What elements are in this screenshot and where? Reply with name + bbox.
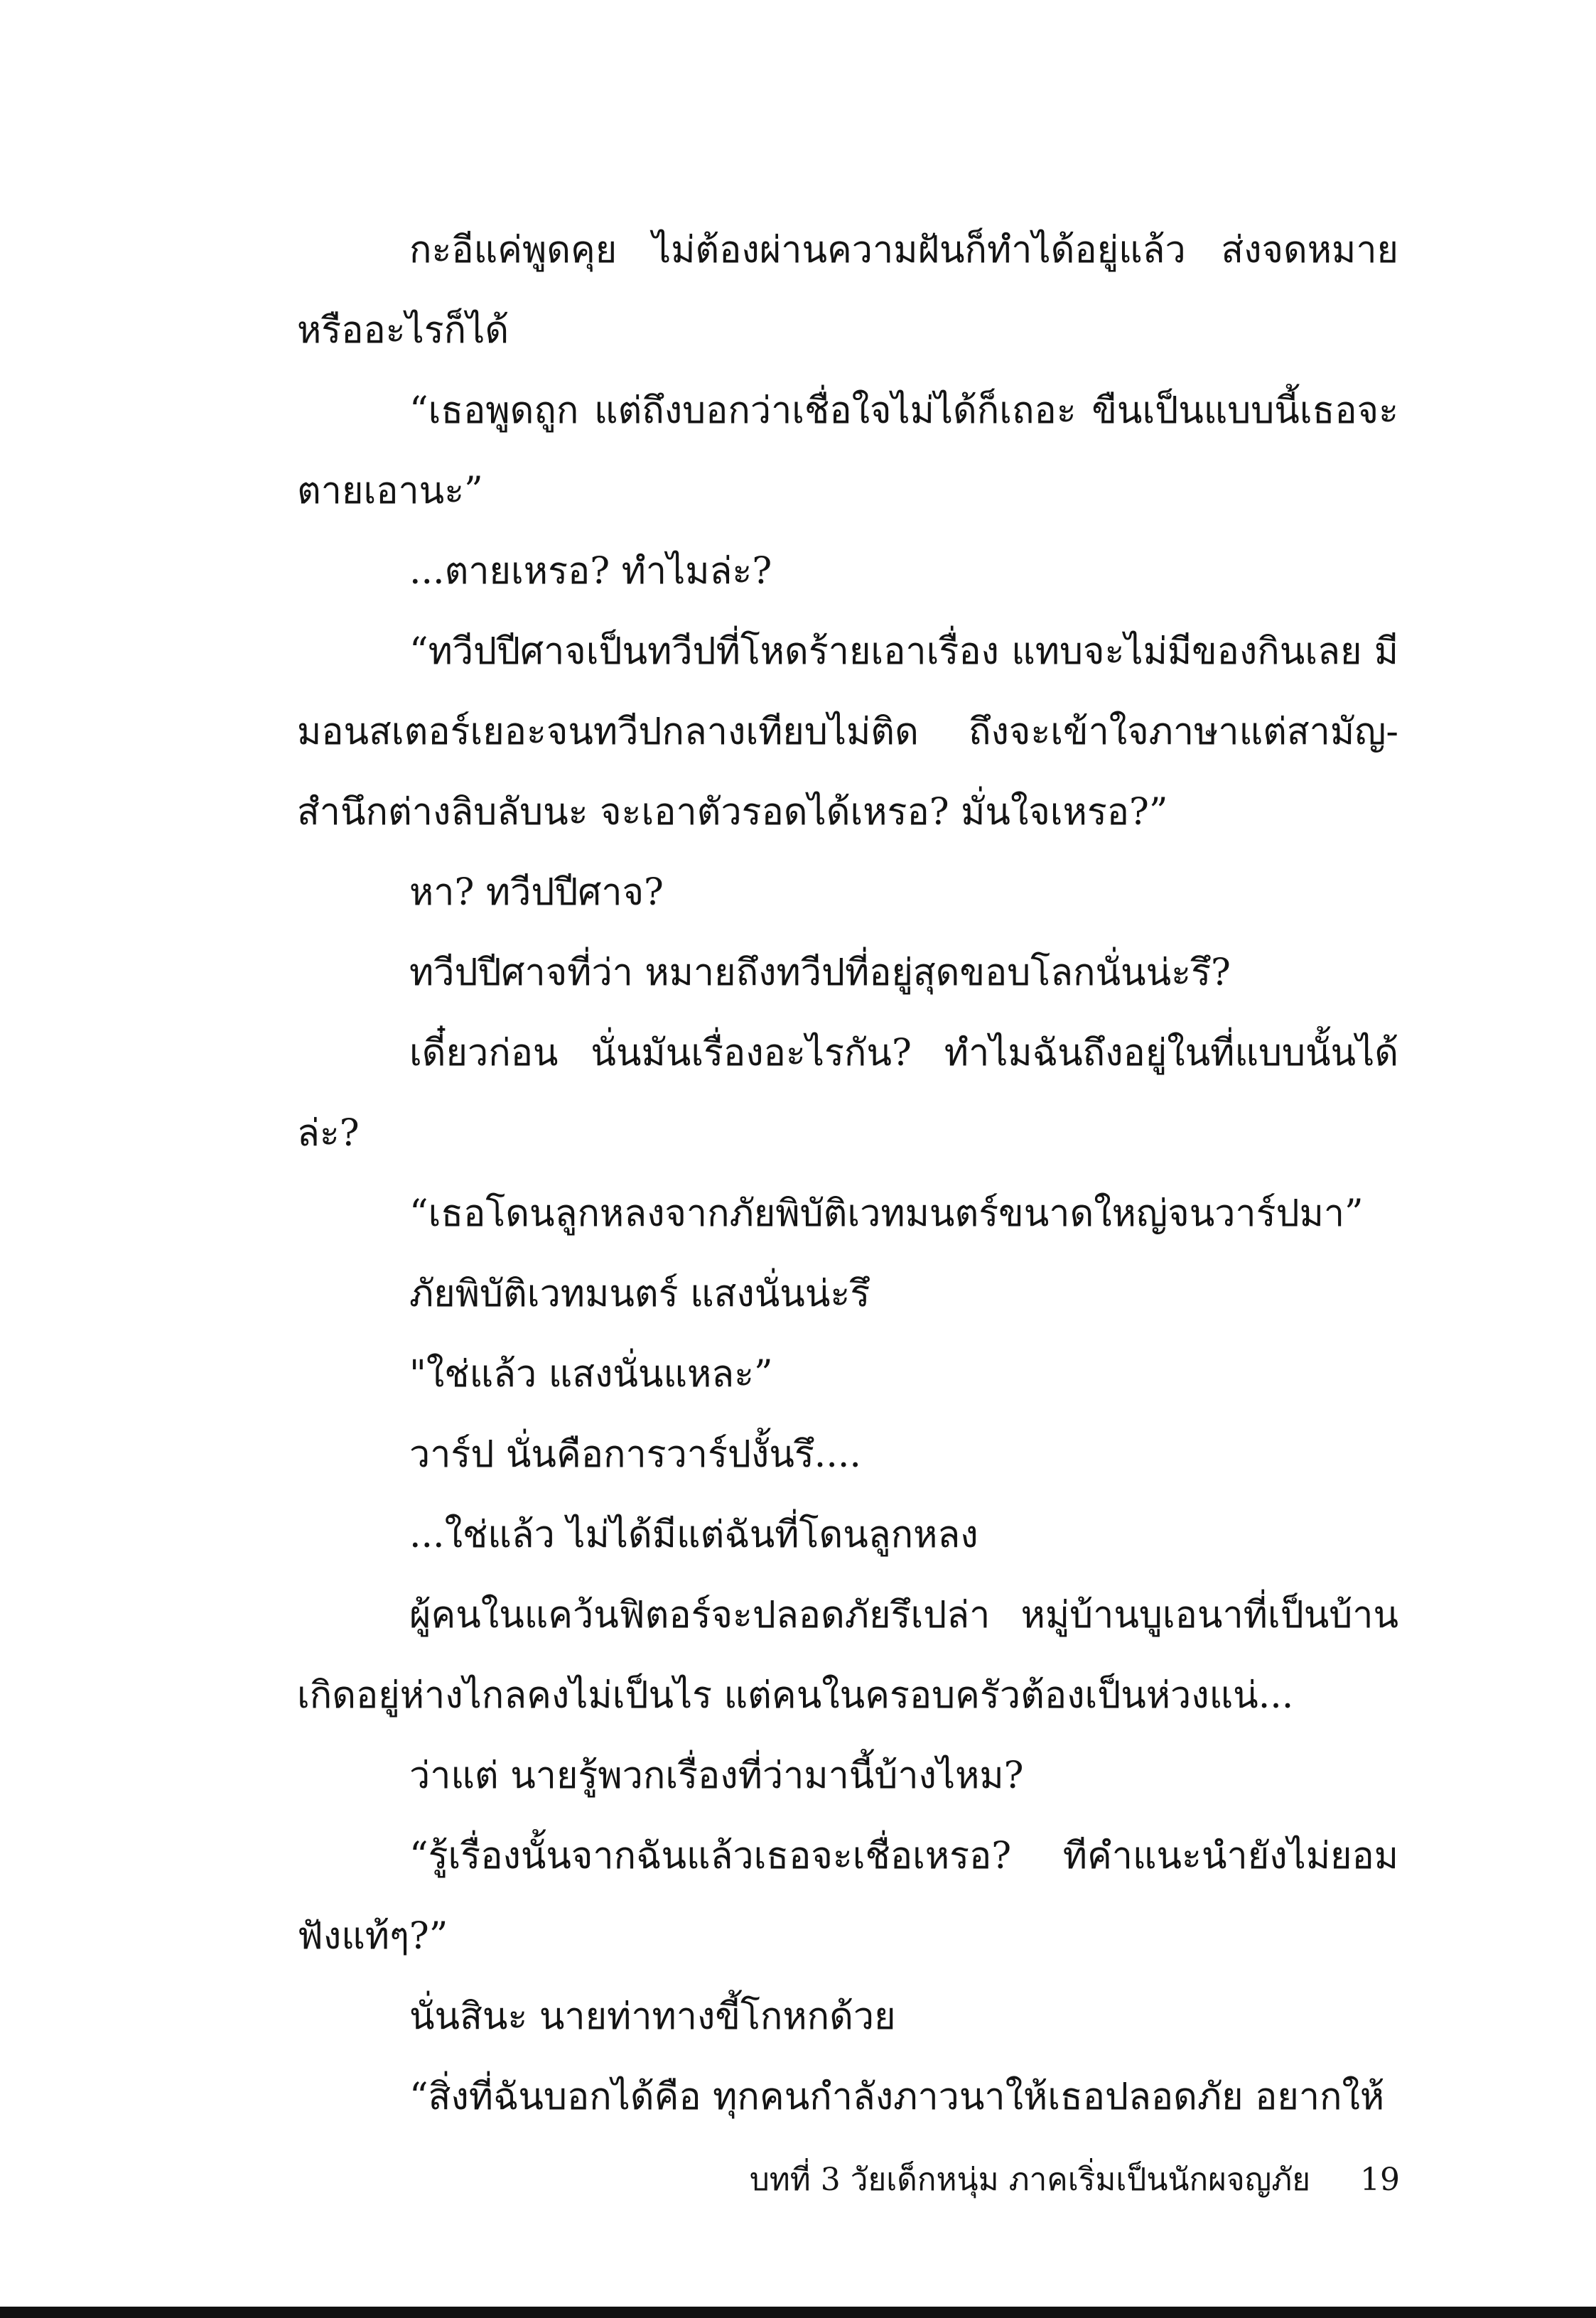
running-footer-chapter-title: บทที่ 3 วัยเด็กหนุ่ม ภาคเริ่มเป็นนักผจญภัย <box>749 2162 1310 2198</box>
paragraph: ว่าแต่ นายรู้พวกเรื่องที่ว่ามานี้บ้างไหม? <box>409 1754 1024 1797</box>
body-text <box>297 210 1398 2138</box>
paragraph: ภัยพิบัติเวทมนตร์ แสงนั่นน่ะรึ <box>409 1273 870 1315</box>
paragraph: “รู้เรื่องนั้นจากฉันแล้วเธอจะเชื่อเหรอ? ทีคำแนะนำยังไม่ยอมฟังแท้ๆ?” <box>297 1835 1398 1958</box>
paragraph: “เธอโดนลูกหลงจากภัยพิบัติเวทมนตร์ขนาดใหญ่จนวาร์ปมา” <box>409 1192 1364 1235</box>
paragraph: ...ใช่แล้ว ไม่ได้มีแต่ฉันที่โดนลูกหลง <box>409 1514 978 1556</box>
paragraph: หา? ทวีปปีศาจ? <box>409 871 664 914</box>
paragraph: เดี๋ยวก่อน นั่นมันเรื่องอะไรกัน? ทำไมฉันถึงอยู่ในที่แบบนั้นได้ล่ะ? <box>297 1032 1398 1155</box>
paragraph: กะอีแค่พูดคุย ไม่ต้องผ่านความฝันก็ทำได้อยู่แล้ว ส่งจดหมายหรืออะไรก็ได้ <box>297 229 1398 352</box>
paragraph: ...ตายเหรอ? ทำไมล่ะ? <box>409 550 772 593</box>
paragraph: นั่นสินะ นายท่าทางขี้โกหกด้วย <box>409 1995 896 2038</box>
paragraph: “ทวีปปีศาจเป็นทวีปที่โหดร้ายเอาเรื่อง แทบจะไม่มีของกินเลย มีมอนสเตอร์เยอะจนทวีปกลางเทียบไม่ติด ถึงจะเข้าใจภาษาแต่สามัญ-สำนึกต่างลิบลับนะ จะเอาตัวรอดได้เหรอ? มั่นใจเหรอ?” <box>297 630 1398 834</box>
paragraph: ผู้คนในแคว้นฟิตอร์จะปลอดภัยรึเปล่า หมู่บ้านบูเอนาที่เป็นบ้านเกิดอยู่ห่างไกลคงไม่เป็นไร แต่คนในครอบครัวต้องเป็นห่วงแน่... <box>297 1594 1398 1717</box>
page-footer <box>711 2152 1400 2209</box>
page-number: 19 <box>1360 2162 1400 2198</box>
paragraph: ทวีปปีศาจที่ว่า หมายถึงทวีปที่อยู่สุดขอบโลกนั่นน่ะรึ? <box>409 952 1231 994</box>
paragraph: "ใช่แล้ว แสงนั่นแหละ” <box>409 1353 773 1396</box>
paragraph: วาร์ป นั่นคือการวาร์ปงั้นรึ.... <box>409 1433 861 1476</box>
paragraph: “เธอพูดถูก แต่ถึงบอกว่าเชื่อใจไม่ได้ก็เถอะ ขืนเป็นแบบนี้เธอจะตายเอานะ” <box>297 389 1398 512</box>
bottom-edge-rule <box>0 2307 1596 2318</box>
paragraph: “สิ่งที่ฉันบอกได้คือ ทุกคนกำลังภาวนาให้เธอปลอดภัย อยากให้ <box>409 2076 1385 2118</box>
